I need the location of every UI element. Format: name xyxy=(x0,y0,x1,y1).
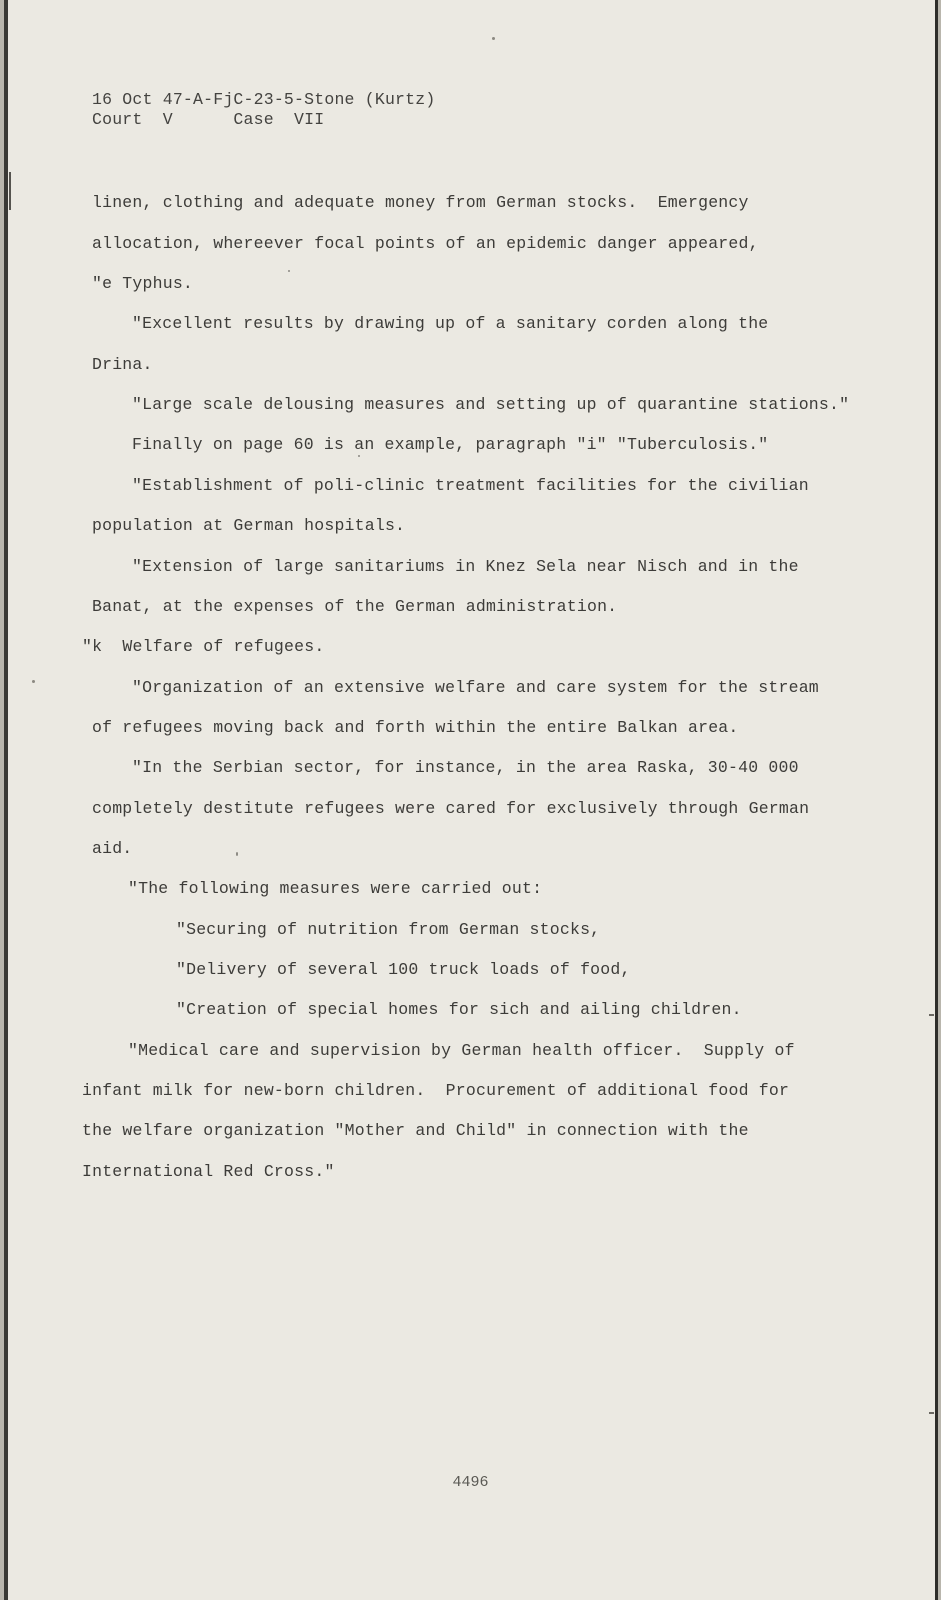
list-item: "Creation of special homes for sich and ailing children. xyxy=(176,1000,742,1019)
text-line: Drina. xyxy=(92,355,153,374)
text-line: the welfare organization "Mother and Child" in connection with the xyxy=(82,1121,749,1140)
text-line: Banat, at the expenses of the German administration. xyxy=(92,597,618,616)
text-line: "The following measures were carried out: xyxy=(128,879,543,898)
text-line: of refugees moving back and forth within the entire Balkan area. xyxy=(92,718,739,737)
text-line: International Red Cross." xyxy=(82,1162,335,1181)
list-item: "Securing of nutrition from German stocks, xyxy=(176,920,601,939)
text-line: population at German hospitals. xyxy=(92,516,406,535)
edge-tick xyxy=(929,1014,934,1016)
document-page xyxy=(4,0,938,1600)
text-line: infant milk for new-born children. Procurement of additional food for xyxy=(82,1081,790,1100)
text-line: "Extension of large sanitariums in Knez Sela near Nisch and in the xyxy=(132,557,799,576)
text-line: linen, clothing and adequate money from German stocks. Emergency xyxy=(92,193,749,212)
header-court-case: Court V Case VII xyxy=(92,110,325,129)
paper-speck xyxy=(32,680,35,683)
edge-tick xyxy=(929,1412,934,1414)
text-line: "e Typhus. xyxy=(92,274,194,293)
text-line: aid. xyxy=(92,839,133,858)
text-line: Finally on page 60 is an example, paragraph "i" "Tuberculosis." xyxy=(132,435,769,454)
section-heading: "k Welfare of refugees. xyxy=(82,637,325,656)
paper-speck xyxy=(288,270,290,272)
text-line: "Medical care and supervision by German health officer. Supply of xyxy=(128,1041,795,1060)
page-number: 4496 xyxy=(452,1474,489,1491)
paper-speck xyxy=(492,37,495,40)
text-line: completely destitute refugees were cared for exclusively through German xyxy=(92,799,810,818)
page-left-edge xyxy=(4,0,8,1600)
text-line: "Establishment of poli-clinic treatment facilities for the civilian xyxy=(132,476,809,495)
text-line: "In the Serbian sector, for instance, in the area Raska, 30-40 000 xyxy=(132,758,799,777)
page-right-edge xyxy=(935,0,938,1600)
paper-speck xyxy=(358,455,360,457)
list-item: "Delivery of several 100 truck loads of food, xyxy=(176,960,631,979)
text-line: "Excellent results by drawing up of a sanitary corden along the xyxy=(132,314,769,333)
text-line: "Large scale delousing measures and setting up of quarantine stations." xyxy=(132,395,850,414)
margin-mark xyxy=(9,172,11,210)
text-line: allocation, whereever focal points of an epidemic danger appeared, xyxy=(92,234,759,253)
text-line: "Organization of an extensive welfare and care system for the stream xyxy=(132,678,819,697)
paper-speck xyxy=(236,852,238,856)
header-case-reference: 16 Oct 47-A-FjC-23-5-Stone (Kurtz) xyxy=(92,90,436,109)
